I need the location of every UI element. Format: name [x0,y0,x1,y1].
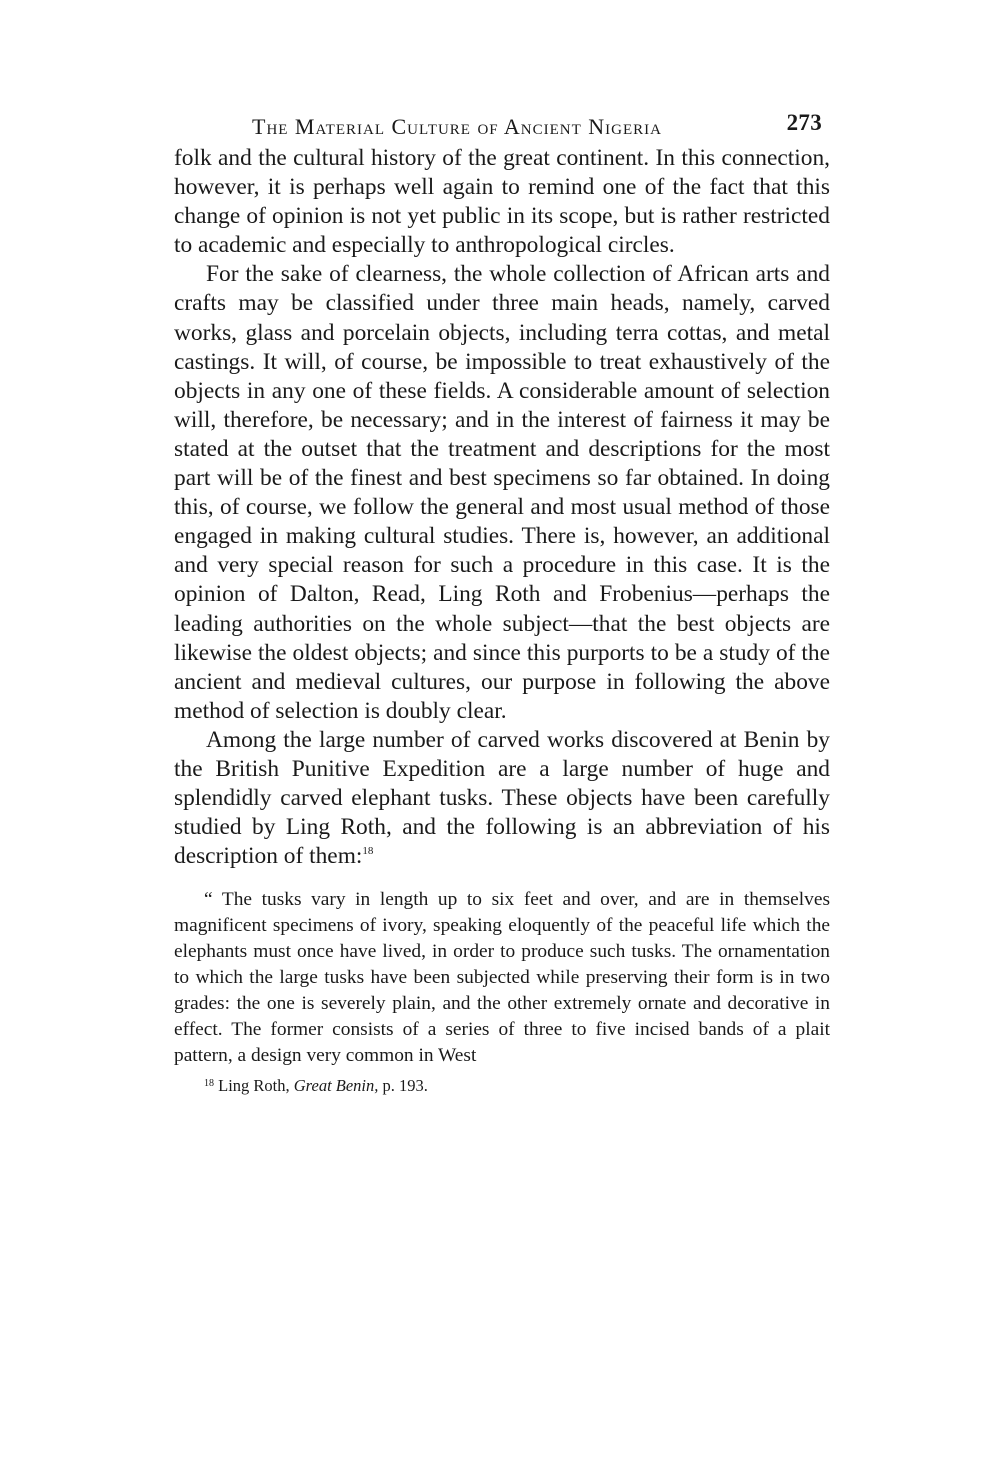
footnote-author: Ling Roth, [218,1075,290,1095]
paragraph-continued: folk and the cultural history of the great continent. In this connection, however, it is perhaps well again to remind one of the fact that this change of opinion is not yet public in its scope, but is rather restricted to academic and especially to anthropological circles. [174,145,830,259]
footnote-reference: 18 [362,845,374,858]
page-number: 273 [786,110,822,135]
footnote-page: p. 193. [382,1075,428,1095]
block-quote-text: “ The tusks vary in length up to six feet and over, and are in themselves magnificent specimens of ivory, speaking eloquently of the peaceful life which the elephants must once have lived, in order to produce such tusks. The ornamentation to which the large tusks have been subjected while preserving their form is in two grades: the one is severely plain, and the other extremely ornate and decorative in effect. The former consists of a series of three to five incised bands of a plait pattern, a design very common in West [174,889,830,1066]
book-page [174,110,830,1097]
footnote [174,1075,830,1097]
paragraph-carved-works [174,726,830,871]
block-quote [174,887,830,1068]
running-head [174,110,830,144]
footnote-number: 18 [204,1077,214,1089]
paragraph-carved-works-text: Among the large number of carved works discovered at Benin by the British Punitive Expedition are a large number of huge and splendidly carved elephant tusks. These objects have been carefully studied by Ling Roth, and the following is an abbreviation of his description of them: [174,726,830,870]
running-title: The Material Culture of Ancient Nigeria [252,114,662,139]
body-text [174,144,830,871]
footnote-title: Great Benin, [293,1075,379,1095]
paragraph-classification: For the sake of clearness, the whole collection of African arts and crafts may be classified under three main heads, namely, carved works, glass and porcelain objects, including terra cottas, and metal castings. It will, of course, be impossible to treat exhaustively of the objects in any one of these fields. A considerable amount of selection will, therefore, be necessary; and in the interest of fairness it may be stated at the outset that the treatment and descriptions for the most part will be of the finest and best specimens so far obtained. In doing this, of course, we follow the general and most usual method of those engaged in making cultural studies. There is, however, an additional and very special reason for such a procedure in this case. It is the opinion of Dalton, Read, Ling Roth and Frobenius—perhaps the leading authorities on the whole subject—that the best objects are likewise the oldest objects; and since this purports to be a study of the ancient and medieval cultures, our purpose in following the above method of selection is doubly clear. [174,261,830,724]
